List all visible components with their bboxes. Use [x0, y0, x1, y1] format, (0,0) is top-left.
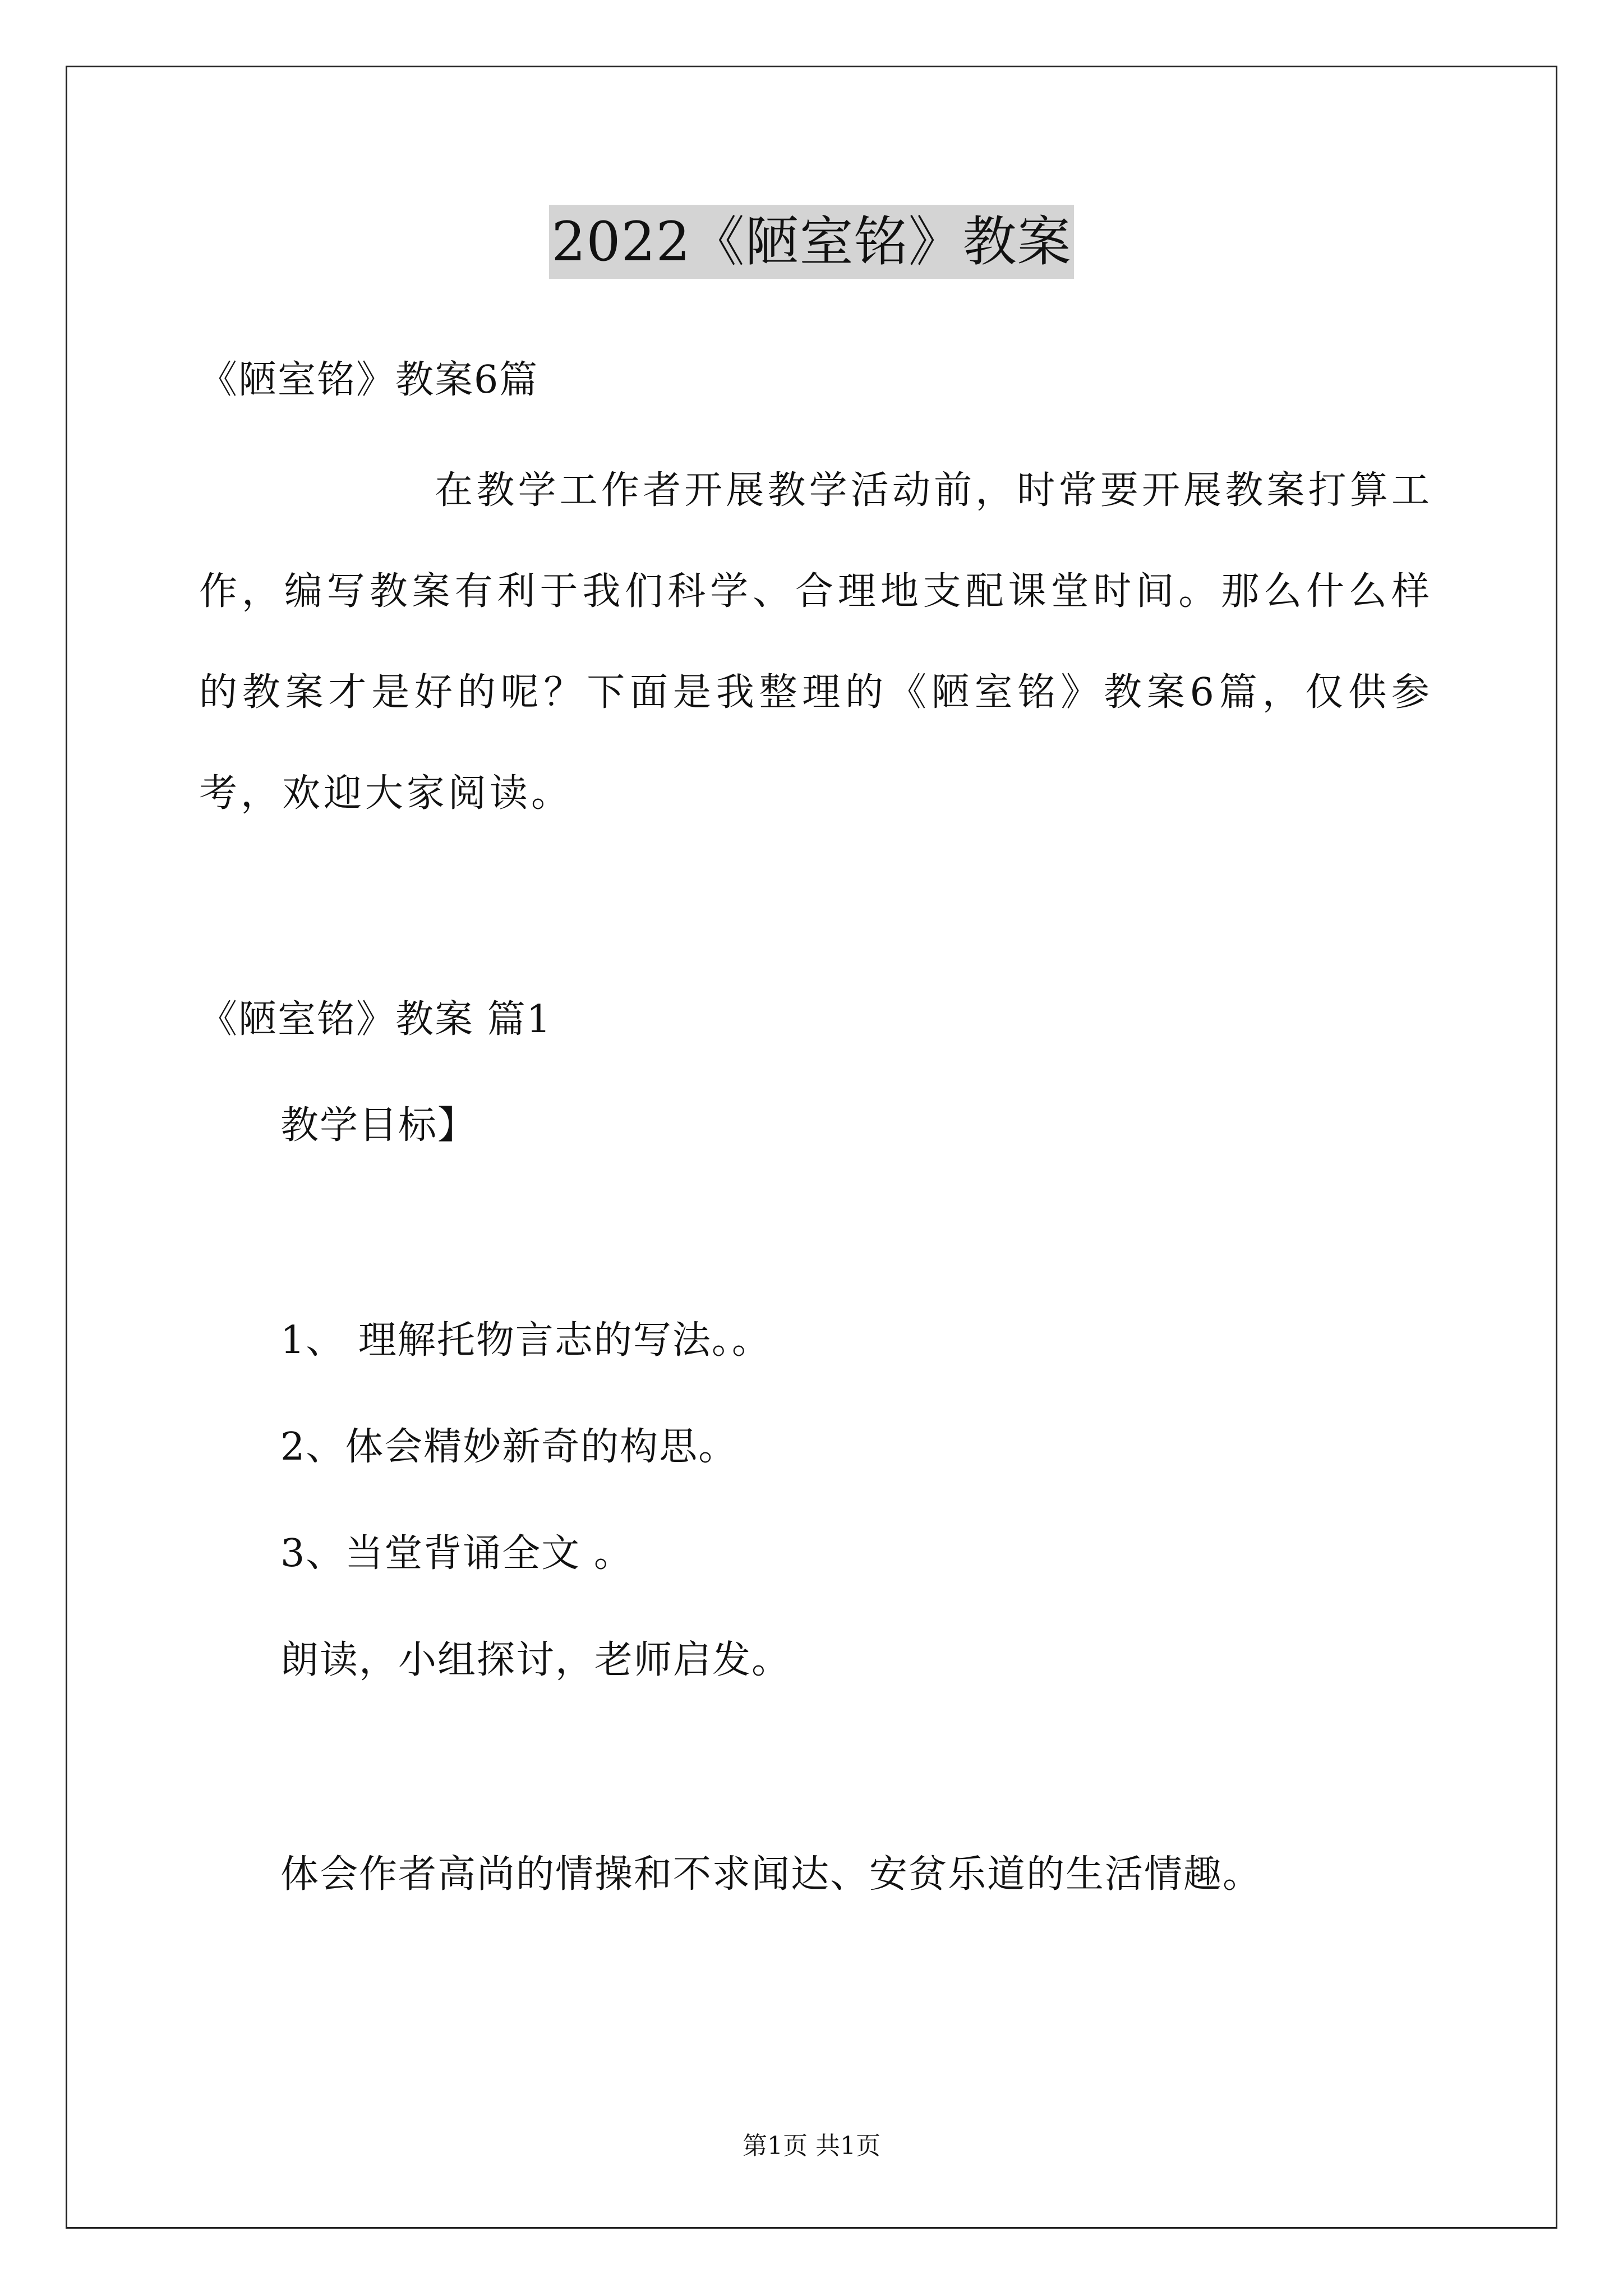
intro-text: 在教学工作者开展教学活动前，时常要开展教案打算工作，编写教案有利于我们科学、合理地支配课堂时间。那么什么样的教案才是好的呢？下面是我整理的《陋室铭》教案6篇，仅供参考，欢迎大家阅读。	[199, 468, 1433, 816]
title-container	[0, 205, 1623, 279]
objective-item: 3、当堂背诵全文 。	[280, 1531, 633, 1576]
objective-item: 2、体会精妙新奇的构思。	[280, 1425, 738, 1469]
document-title: 2022《陋室铭》教案	[549, 205, 1073, 279]
objective-item: 1、 理解托物言志的写法。。	[280, 1318, 771, 1363]
page-footer: 第1页 共1页	[743, 2132, 880, 2160]
emotion-goal: 体会作者高尚的情操和不求闻达、安贫乐道的生活情趣。	[280, 1852, 1262, 1897]
document-subtitle: 《陋室铭》教案6篇	[199, 358, 539, 402]
teaching-method: 朗读，小组探讨，老师启发。	[280, 1638, 791, 1682]
intro-paragraph	[199, 440, 1433, 844]
section-heading: 《陋室铭》教案 篇1	[199, 997, 552, 1042]
objectives-heading: 教学目标】	[280, 1103, 477, 1148]
